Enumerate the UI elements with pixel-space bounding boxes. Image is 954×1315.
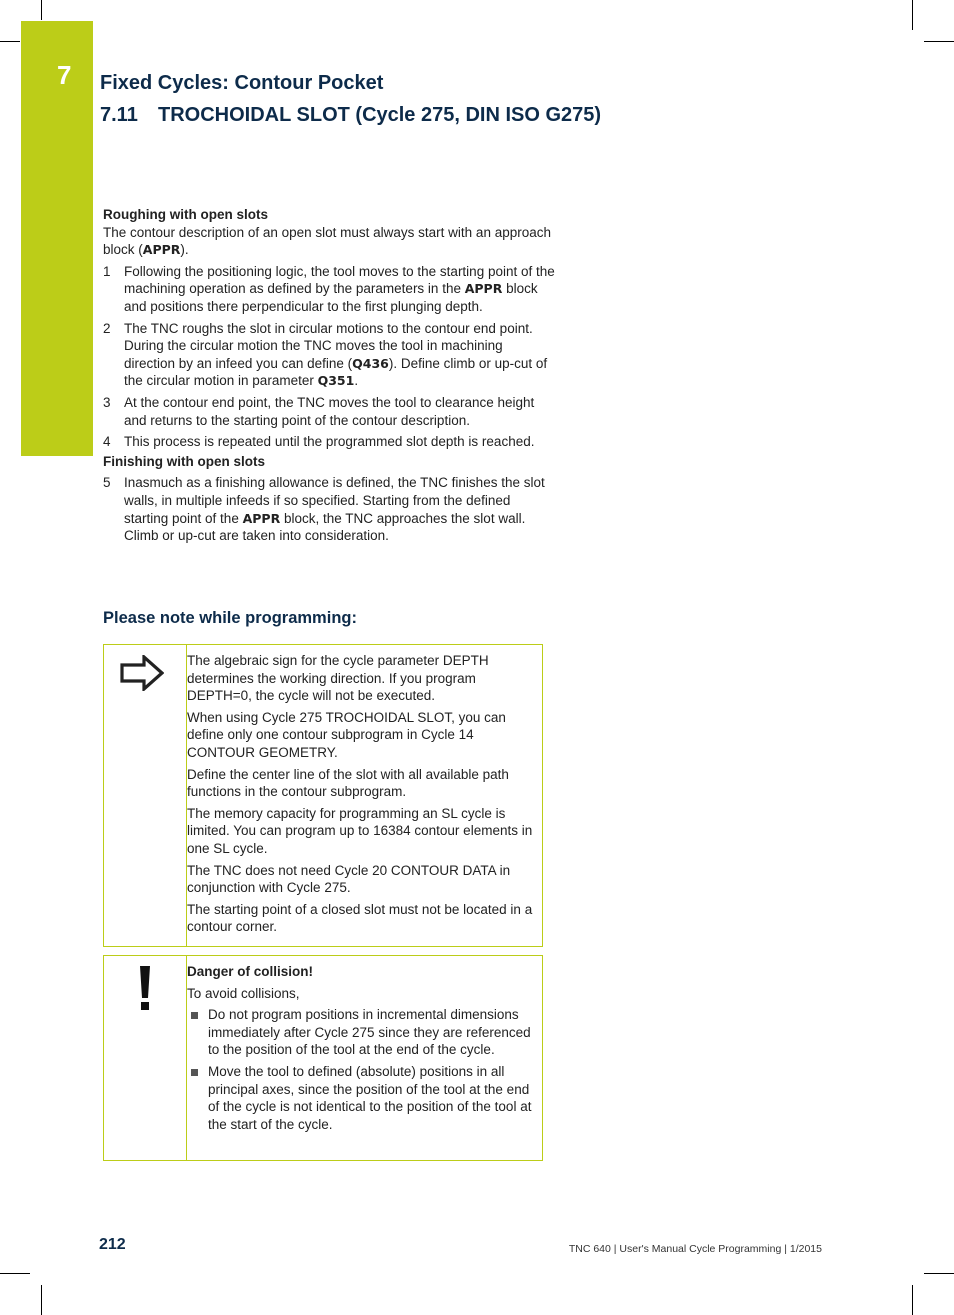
note-paragraph: The memory capacity for programming an SL cycle is limited. You can program up to 16384 contour elements in one SL cycle. (187, 805, 533, 856)
crop-mark (41, 0, 42, 20)
danger-box (103, 955, 543, 1161)
danger-title: Danger of collision! (187, 964, 314, 979)
exclamation-icon (138, 966, 152, 1017)
footer-text: TNC 640 | User's Manual Cycle Programming | 1/2015 (568, 1243, 822, 1255)
arrow-right-icon (120, 655, 164, 696)
crop-mark (924, 41, 954, 42)
danger-body (187, 956, 542, 1145)
note-paragraph: The TNC does not need Cycle 20 CONTOUR DATA in conjunction with Cycle 275. (187, 862, 511, 896)
crop-mark (0, 1273, 30, 1274)
danger-intro: To avoid collisions, (187, 985, 300, 1001)
note-heading: Please note while programming: (103, 609, 357, 627)
chapter-number: 7 (57, 60, 72, 90)
list-item: 5 Inasmuch as a finishing allowance is defined, the TNC finishes the slot walls, in multiple infeeds if so specified. Starting from the defined starting point of the APPR block, the TNC approaches the slot wall. Climb or up-cut are taken into consideration. (103, 475, 545, 544)
roughing-heading: Roughing with open slots (103, 207, 268, 222)
main-content (103, 206, 555, 549)
note-paragraph: The starting point of a closed slot must not be located in a contour corner. (187, 901, 533, 935)
finishing-heading: Finishing with open slots (103, 453, 265, 469)
list-item: 2 The TNC roughs the slot in circular motions to the contour end point. During the circular motion the TNC moves the tool in machining direction by an infeed you can define (Q436). Define climb or up-cut of the circular motion in parameter Q351. (103, 320, 548, 389)
note-paragraph: The algebraic sign for the cycle parameter DEPTH determines the working direction. If you program DEPTH=0, the cycle will not be executed. (187, 653, 489, 704)
note-paragraph: Define the center line of the slot with all available path functions in the contour subprogram. (187, 766, 509, 800)
list-item: Do not program positions in incremental dimensions immediately after Cycle 275 since they are referenced to the position of the tool at the end of the cycle. (187, 1006, 534, 1059)
list-item: 4 This process is repeated until the programmed slot depth is reached. (103, 434, 535, 450)
section-title (100, 104, 601, 127)
crop-mark (0, 41, 20, 42)
list-item: 1 Following the positioning logic, the tool moves to the starting point of the machining operation as defined by the parameters in the APPR block and positions there perpendicular to the first plunging depth. (103, 263, 555, 314)
crop-mark (912, 1285, 913, 1315)
section-title-text: TROCHOIDAL SLOT (Cycle 275, DIN ISO G275) (158, 104, 602, 126)
chapter-title: Fixed Cycles: Contour Pocket (100, 72, 384, 94)
section-number: 7.11 (100, 104, 138, 126)
page-number: 212 (99, 1236, 126, 1253)
list-item: 3 At the contour end point, the TNC moves the tool to clearance height and returns to the starting point of the contour description. (103, 394, 535, 428)
roughing-intro: The contour description of an open slot must always start with an approach block (APPR). (103, 224, 551, 258)
crop-mark (924, 1273, 954, 1274)
crop-mark (912, 0, 913, 30)
list-item: Move the tool to defined (absolute) positions in all principal axes, since the position of the tool at the end of the cycle is not identical to the position of the tool at the start of the cycle. (187, 1063, 534, 1133)
crop-mark (41, 1285, 42, 1315)
note-paragraph: When using Cycle 275 TROCHOIDAL SLOT, you can define only one contour subprogram in Cycle 14 CONTOUR GEOMETRY. (187, 709, 506, 760)
note-box (103, 644, 543, 947)
note-body (187, 645, 542, 948)
